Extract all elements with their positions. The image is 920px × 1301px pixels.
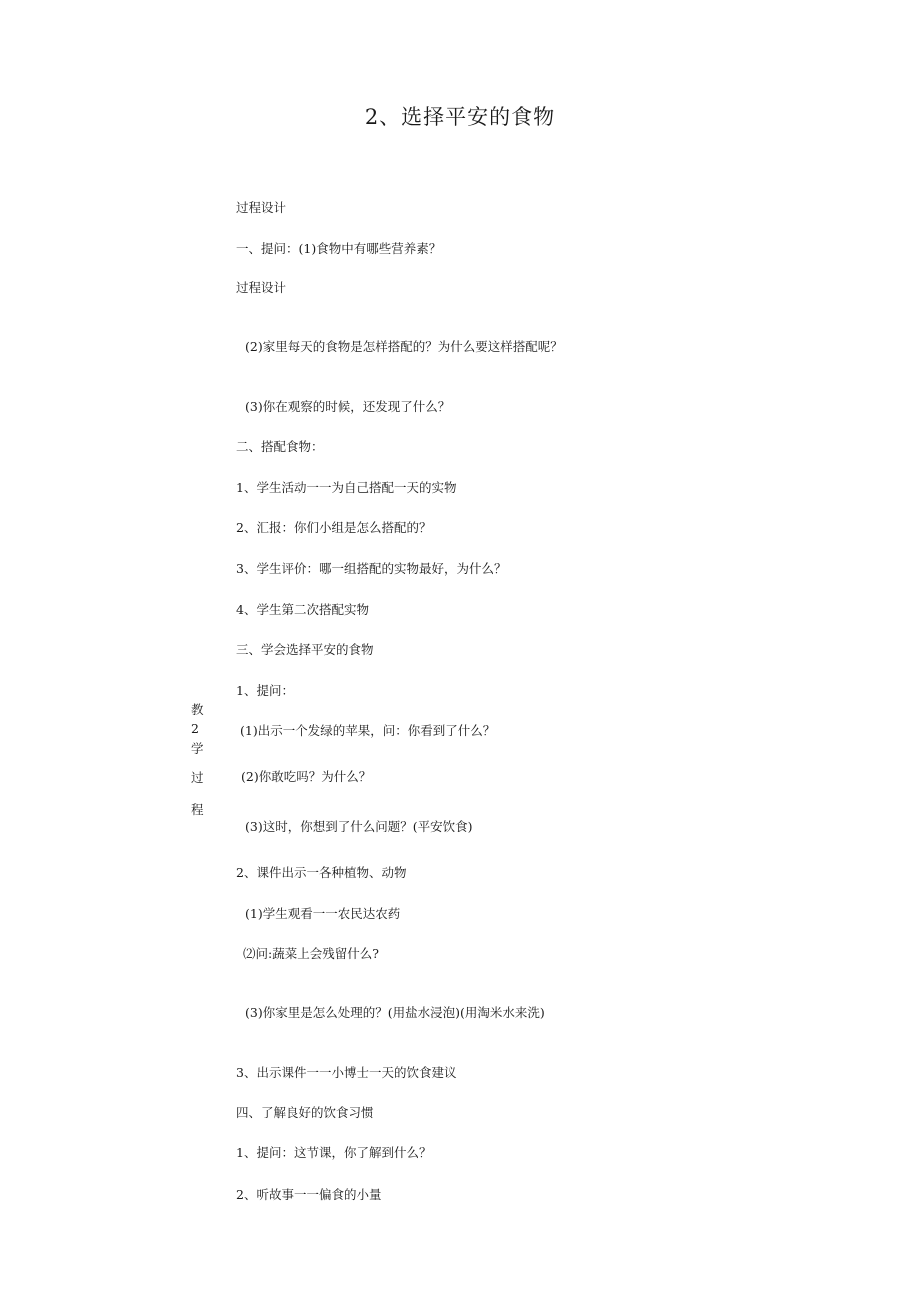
text-line: (1)出示一个发绿的苹果，问：你看到了什么？ [240,723,496,738]
section-heading: 四、了解良好的饮食习惯 [236,1105,374,1120]
page-title: 2、选择平安的食物 [364,105,556,129]
text-line: 3、出示课件一一小博士一天的饮食建议 [236,1065,457,1080]
section-heading: 过程设计 [236,280,287,295]
side-label-char: 学 [191,741,204,756]
text-line: (3)你家里是怎么处理的？(用盐水浸泡)(用淘米水来洗) [245,1005,545,1020]
text-line: ⑵问:蔬菜上会残留什么? [243,946,379,961]
text-line: (3)你在观察的时候，还发现了什么？ [245,399,451,414]
text-line: (2)家里每天的食物是怎样搭配的？为什么要这样搭配呢？ [245,339,563,354]
text-line: 1、学生活动一一为自己搭配一天的实物 [236,480,457,495]
section-heading: 三、学会选择平安的食物 [236,642,374,657]
side-label-char: 2 [191,721,199,736]
text-line: 2、听故事一一偏食的小量 [236,1187,382,1202]
section-heading: 二、搭配食物： [236,439,324,454]
text-line: 1、提问： [236,683,294,698]
text-line: 4、学生第二次搭配实物 [236,602,369,617]
text-line: 2、课件出示一各种植物、动物 [236,865,407,880]
text-line: 一、提问：(1)食物中有哪些营养素？ [236,241,442,256]
section-heading: 过程设计 [236,200,287,215]
side-label-char: 程 [191,802,204,817]
text-line: (1)学生观看一一农民达农药 [245,906,401,921]
side-label-char: 过 [191,770,204,785]
text-line: (2)你敢吃吗？为什么？ [241,769,372,784]
text-line: (3)这时，你想到了什么问题？(平安饮食) [245,819,473,834]
text-line: 3、学生评价：哪一组搭配的实物最好，为什么？ [236,561,507,576]
text-line: 1、提问：这节课，你了解到什么？ [236,1145,432,1160]
side-label-char: 教 [191,702,204,717]
text-line: 2、汇报：你们小组是怎么搭配的？ [236,520,432,535]
